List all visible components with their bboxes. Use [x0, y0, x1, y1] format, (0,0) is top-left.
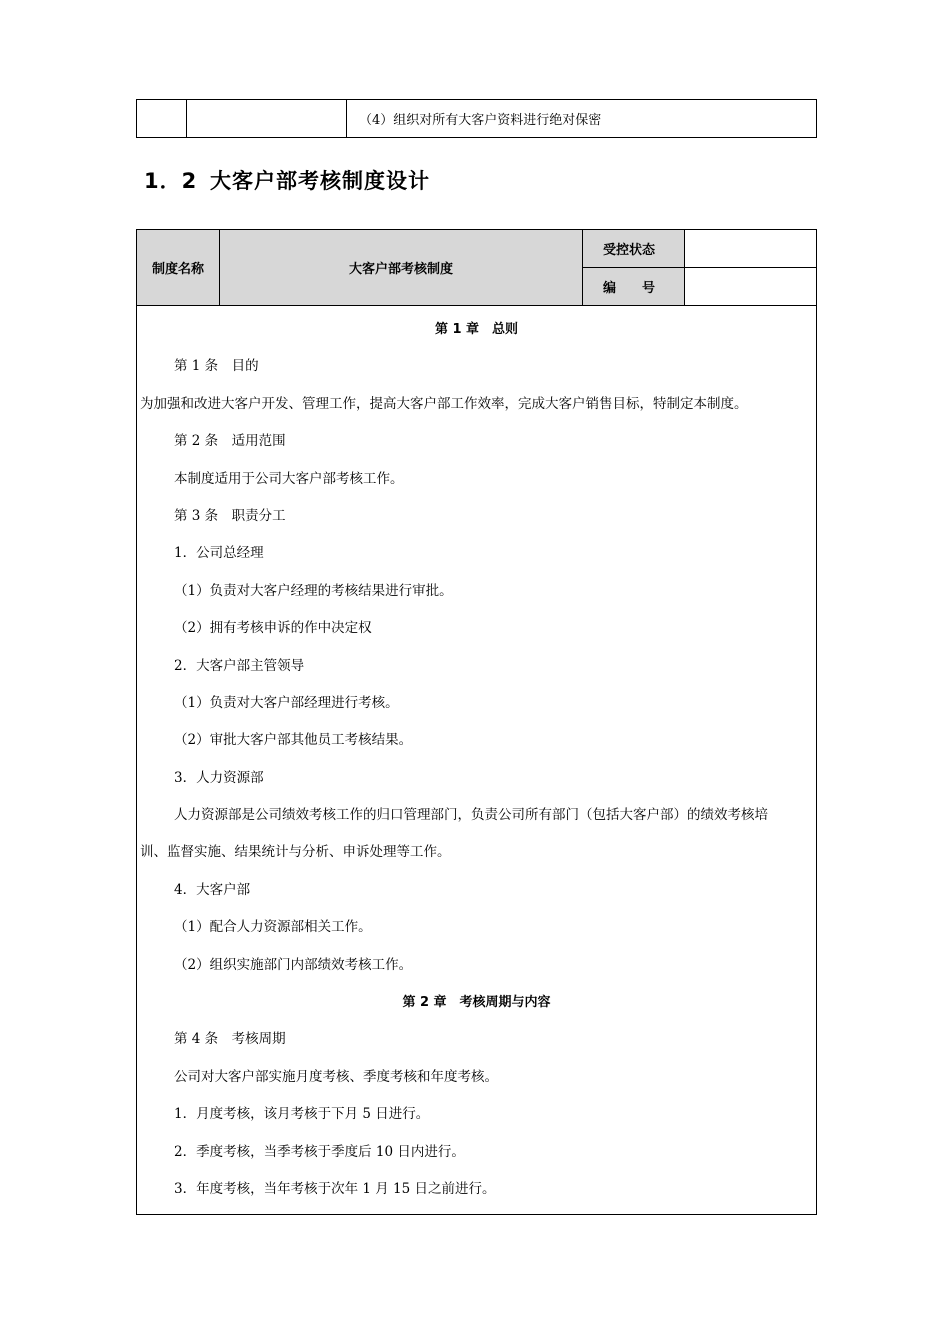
list-item: 1．月度考核，该月考核于下月 5 日进行。 [174, 1106, 430, 1123]
chapter-heading: 第 1 章 总则 [434, 322, 519, 337]
control-status-value [685, 230, 817, 268]
list-item: （2）组织实施部门内部绩效考核工作。 [174, 956, 413, 973]
list-item: （1）负责对大客户部经理进行考核。 [174, 694, 399, 711]
document-number-value [685, 268, 817, 306]
policy-body [137, 306, 817, 1215]
list-item: 4．大客户部 [174, 881, 251, 898]
article-heading: 第 3 条 职责分工 [174, 507, 286, 524]
table-cell-text: （4）组织对所有大客户资料进行绝对保密 [347, 100, 817, 138]
chapter-heading: 第 2 章 考核周期与内容 [402, 995, 551, 1011]
empty-cell [137, 100, 187, 138]
paragraph: 本制度适用于公司大客户部考核工作。 [174, 470, 404, 487]
previous-table-fragment [136, 99, 817, 138]
section-number: 1．2 [144, 169, 198, 193]
section-title-text: 大客户部考核制度设计 [210, 169, 430, 193]
control-status-label: 受控状态 [583, 230, 685, 268]
paragraph: 人力资源部是公司绩效考核工作的归口管理部门，负责公司所有部门（包括大客户部）的绩效考核培 [174, 807, 768, 824]
policy-name-label: 制度名称 [137, 230, 220, 306]
list-item: 2．大客户部主管领导 [174, 657, 305, 674]
list-item: （1）配合人力资源部相关工作。 [174, 919, 372, 936]
list-item: 3．年度考核，当年考核于次年 1 月 15 日之前进行。 [174, 1180, 496, 1197]
list-item: 1．公司总经理 [174, 545, 264, 562]
document-number-label: 编 号 [583, 268, 685, 306]
policy-name-value: 大客户部考核制度 [220, 230, 583, 306]
policy-table [136, 229, 817, 1215]
paragraph: 公司对大客户部实施月度考核、季度考核和年度考核。 [174, 1068, 498, 1085]
empty-cell [187, 100, 347, 138]
list-item: （2）审批大客户部其他员工考核结果。 [174, 732, 413, 749]
list-item: （2）拥有考核申诉的作中决定权 [174, 620, 372, 637]
list-item: 3．人力资源部 [174, 769, 264, 786]
paragraph: 为加强和改进大客户开发、管理工作，提高大客户部工作效率，完成大客户销售目标，特制定本制度。 [140, 395, 748, 412]
article-heading: 第 4 条 考核周期 [174, 1031, 286, 1048]
list-item: （1）负责对大客户经理的考核结果进行审批。 [174, 582, 453, 599]
article-heading: 第 2 条 适用范围 [174, 433, 286, 450]
paragraph-continuation: 训、监督实施、结果统计与分析、申诉处理等工作。 [140, 844, 451, 861]
list-item: 2．季度考核，当季考核于季度后 10 日内进行。 [174, 1143, 465, 1160]
section-heading [144, 165, 430, 195]
article-heading: 第 1 条 目的 [174, 358, 259, 375]
